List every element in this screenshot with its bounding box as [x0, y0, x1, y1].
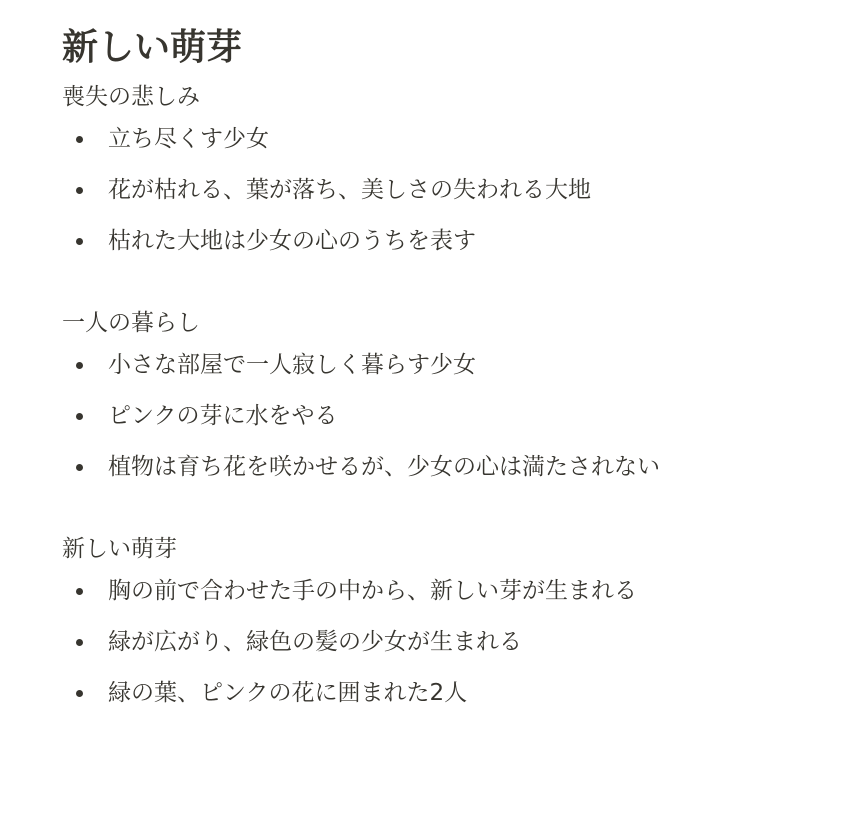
bullet-dot-icon [76, 588, 83, 595]
list-item-text: 立ち尽くす少女 [108, 126, 269, 152]
section-loss [62, 80, 842, 258]
bullet-dot-icon [76, 690, 83, 697]
bullet-dot-icon [76, 413, 83, 420]
list-item [62, 348, 842, 382]
list-item [62, 224, 842, 258]
bullet-dot-icon [76, 136, 83, 143]
list-item [62, 450, 842, 484]
bullet-dot-icon [76, 464, 83, 471]
bullet-dot-icon [76, 187, 83, 194]
list-item [62, 122, 842, 156]
list-item-text: 植物は育ち花を咲かせるが、少女の心は満たされない [108, 454, 660, 480]
list-item [62, 173, 842, 207]
bullet-list [62, 574, 842, 710]
section-heading: 一人の暮らし [62, 310, 200, 336]
list-item-text: 胸の前で合わせた手の中から、新しい芽が生まれる [108, 578, 637, 604]
section-heading: 喪失の悲しみ [62, 84, 200, 110]
section-heading: 新しい萌芽 [62, 536, 177, 562]
bullet-dot-icon [76, 238, 83, 245]
section-new-sprout [62, 532, 842, 710]
list-item-text: ピンクの芽に水をやる [108, 403, 338, 429]
list-item [62, 676, 842, 710]
bullet-dot-icon [76, 362, 83, 369]
list-item [62, 399, 842, 433]
section-alone [62, 306, 842, 484]
list-item-text: 枯れた大地は少女の心のうちを表す [108, 228, 476, 254]
list-item [62, 625, 842, 659]
page-title: 新しい萌芽 [62, 27, 243, 68]
list-item-text: 小さな部屋で一人寂しく暮らす少女 [108, 352, 476, 378]
bullet-list [62, 348, 842, 484]
bullet-list [62, 122, 842, 258]
list-item [62, 574, 842, 608]
list-item-text: 緑が広がり、緑色の髪の少女が生まれる [108, 629, 522, 655]
list-item-text: 花が枯れる、葉が落ち、美しさの失われる大地 [108, 177, 591, 203]
list-item-text: 緑の葉、ピンクの花に囲まれた2人 [108, 680, 468, 706]
bullet-dot-icon [76, 639, 83, 646]
